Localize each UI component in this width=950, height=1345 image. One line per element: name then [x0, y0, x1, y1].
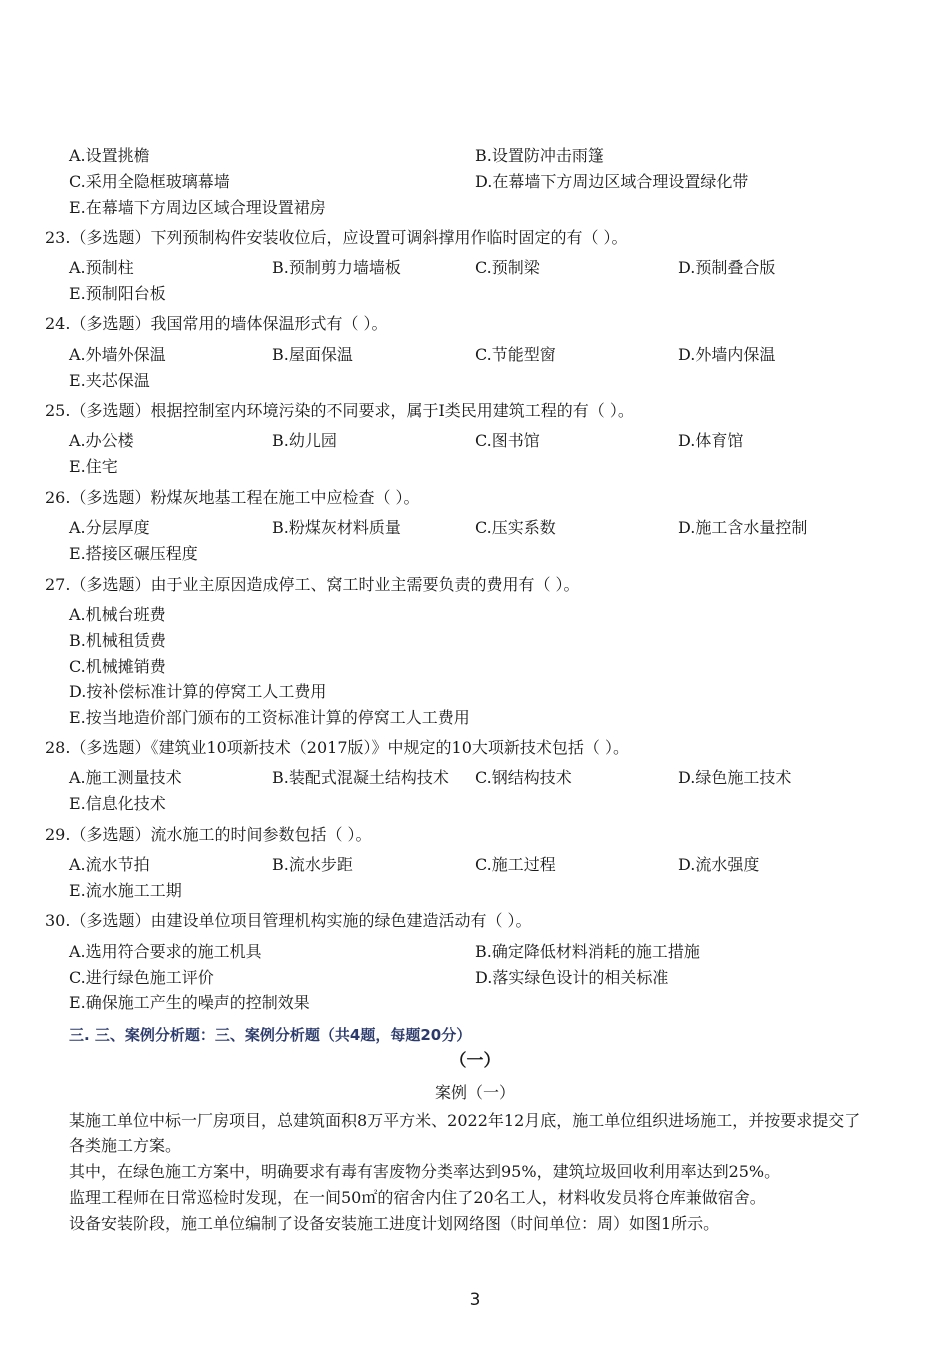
option-d: D.绿色施工技术 — [678, 768, 792, 787]
question-stem: 29.（多选题）流水施工的时间参数包括（ ）。 — [45, 825, 372, 844]
option-b: B.装配式混凝土结构技术 — [272, 768, 449, 787]
option-a: A.施工测量技术 — [69, 768, 182, 787]
option-e: E.信息化技术 — [69, 794, 166, 813]
option-b: B.预制剪力墙墙板 — [272, 258, 401, 277]
option-e: E.住宅 — [69, 457, 118, 476]
option-a: A.设置挑檐 — [69, 146, 150, 165]
option-c: C.预制梁 — [475, 258, 540, 277]
option-d: D.流水强度 — [678, 855, 760, 874]
case-paragraph: 监理工程师在日常巡检时发现，在一间50㎡的宿舍内住了20名工人，材料收发员将仓库兼做宿舍。 — [69, 1188, 766, 1207]
option-d: D.预制叠合版 — [678, 258, 776, 277]
question-stem: 28.（多选题）《建筑业10项新技术（2017版）》中规定的10大项新技术包括（ ）。 — [45, 738, 629, 757]
option-b: B.机械租赁费 — [69, 631, 166, 650]
case-heading: （一） — [449, 1051, 501, 1071]
option-a: A.分层厚度 — [69, 518, 150, 537]
option-b: B.屋面保温 — [272, 345, 353, 364]
option-e: E.确保施工产生的噪声的控制效果 — [69, 993, 310, 1012]
option-b: B.流水步距 — [272, 855, 353, 874]
question-stem: 24.（多选题）我国常用的墙体保温形式有（ ）。 — [45, 314, 388, 333]
option-a: A.办公楼 — [69, 431, 134, 450]
option-b: B.设置防冲击雨篷 — [475, 146, 604, 165]
option-d: D.在幕墙下方周边区域合理设置绿化带 — [475, 172, 749, 191]
option-e: E.按当地造价部门颁布的工资标准计算的停窝工人工费用 — [69, 708, 470, 727]
option-c: C.施工过程 — [475, 855, 556, 874]
question-stem: 30.（多选题）由建设单位项目管理机构实施的绿色建造活动有（ ）。 — [45, 911, 532, 930]
option-d: D.外墙内保温 — [678, 345, 776, 364]
option-d: D.按补偿标准计算的停窝工人工费用 — [69, 682, 327, 701]
option-a: A.流水节拍 — [69, 855, 150, 874]
option-a: A.机械台班费 — [69, 605, 166, 624]
option-c: C.进行绿色施工评价 — [69, 968, 214, 987]
case-paragraph: 其中，在绿色施工方案中，明确要求有毒有害废物分类率达到95%，建筑垃圾回收利用率达到25%。 — [69, 1162, 781, 1181]
question-stem: 25.（多选题）根据控制室内环境污染的不同要求，属于I类民用建筑工程的有（ ）。 — [45, 401, 634, 420]
option-e: E.搭接区碾压程度 — [69, 544, 198, 563]
option-c: C.采用全隐框玻璃幕墙 — [69, 172, 230, 191]
option-c: C.压实系数 — [475, 518, 556, 537]
option-c: C.节能型窗 — [475, 345, 556, 364]
option-d: D.体育馆 — [678, 431, 744, 450]
option-d: D.施工含水量控制 — [678, 518, 808, 537]
option-c: C.图书馆 — [475, 431, 540, 450]
option-a: A.外墙外保温 — [69, 345, 166, 364]
option-c: C.钢结构技术 — [475, 768, 572, 787]
option-b: B.确定降低材料消耗的施工措施 — [475, 942, 700, 961]
question-stem: 23.（多选题）下列预制构件安装收位后，应设置可调斜撑用作临时固定的有（ ）。 — [45, 228, 628, 247]
option-d: D.落实绿色设计的相关标准 — [475, 968, 669, 987]
option-b: B.粉煤灰材料质量 — [272, 518, 401, 537]
case-paragraph: 某施工单位中标一厂房项目，总建筑面积8万平方米、2022年12月底，施工单位组织进场施工，并按要求提交了各类施工方案。 — [69, 1111, 861, 1155]
option-e: E.在幕墙下方周边区域合理设置裙房 — [69, 198, 326, 217]
option-e: E.流水施工工期 — [69, 881, 182, 900]
option-e: E.夹芯保温 — [69, 371, 150, 390]
case-title: 案例（一） — [434, 1083, 515, 1102]
case-paragraph: 设备安装阶段，施工单位编制了设备安装施工进度计划网络图（时间单位：周）如图1所示。 — [69, 1214, 720, 1233]
section-heading: 三. 三、案例分析题：三、案例分析题（共4题，每题20分） — [69, 1026, 472, 1044]
option-a: A.选用符合要求的施工机具 — [69, 942, 262, 961]
question-stem: 27.（多选题）由于业主原因造成停工、窝工时业主需要负责的费用有（ ）。 — [45, 575, 580, 594]
option-a: A.预制柱 — [69, 258, 134, 277]
option-b: B.幼儿园 — [272, 431, 337, 450]
question-stem: 26.（多选题）粉煤灰地基工程在施工中应检查（ ）。 — [45, 488, 420, 507]
option-c: C.机械摊销费 — [69, 657, 166, 676]
option-e: E.预制阳台板 — [69, 284, 166, 303]
page-number: 3 — [469, 1290, 481, 1310]
